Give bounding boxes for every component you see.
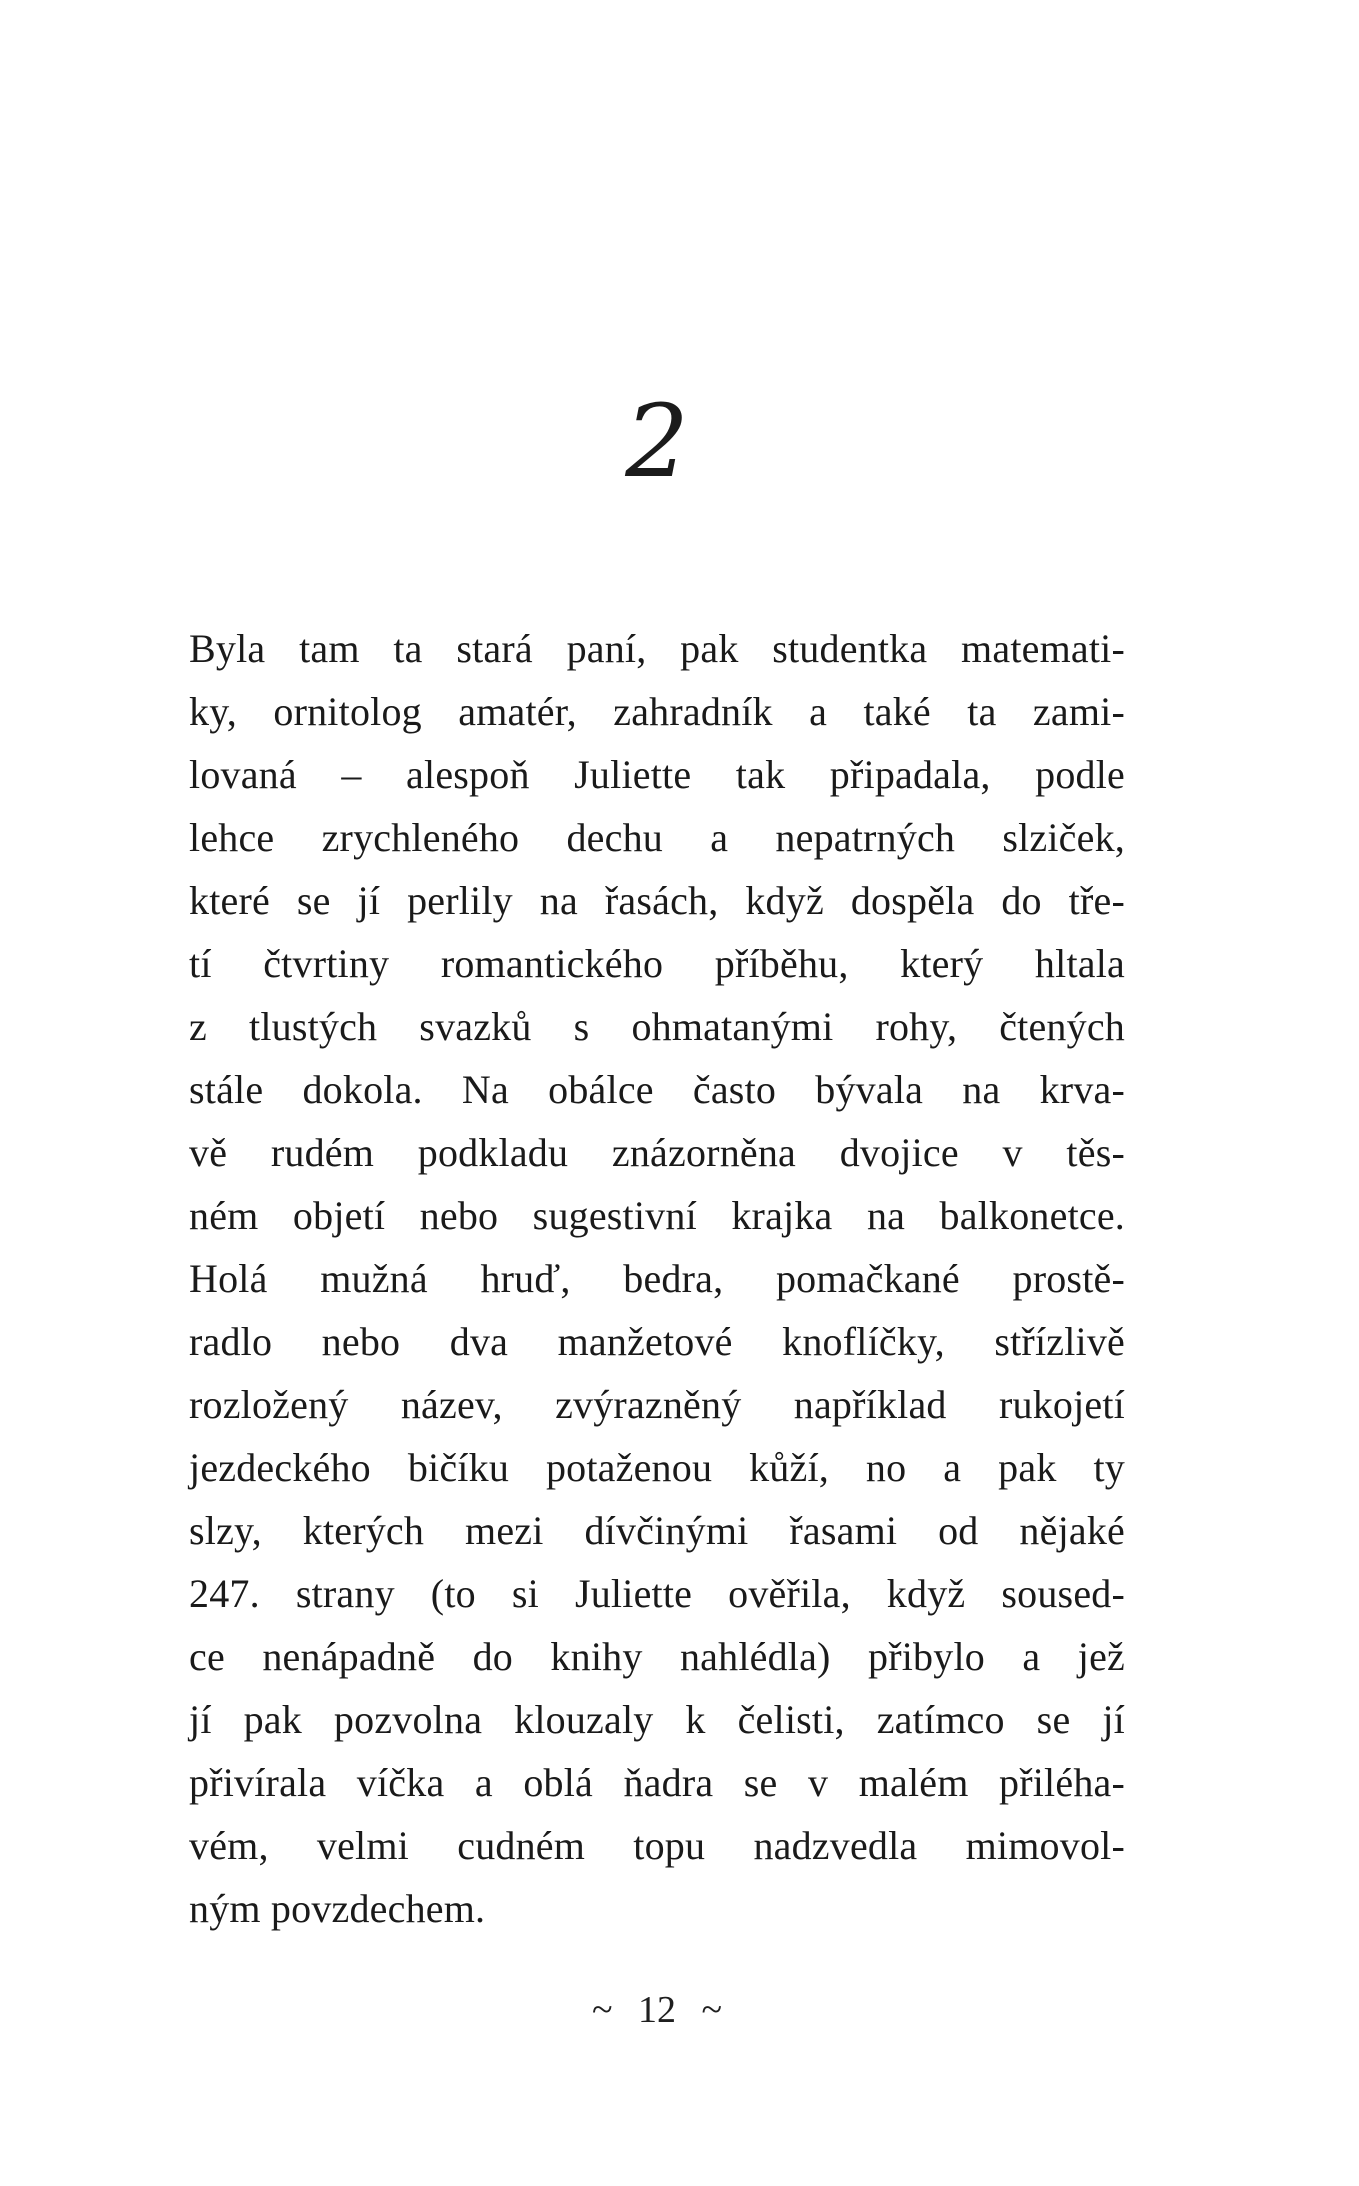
text-line: ném objetí nebo sugestivní krajka na balkonetce.: [189, 1193, 1125, 1238]
text-line: vém, velmi cudném topu nadzvedla mimovol-: [189, 1823, 1125, 1868]
text-line: Byla tam ta stará paní, pak studentka matemati-: [189, 626, 1125, 671]
text-line: 247. strany (to si Juliette ověřila, když soused-: [189, 1571, 1125, 1616]
text-line: z tlustých svazků s ohmatanými rohy, čtených: [189, 1004, 1125, 1049]
text-line: Holá mužná hruď, bedra, pomačkané prostě-: [189, 1256, 1125, 1301]
text-line: ce nenápadně do knihy nahlédla) přibylo a jež: [189, 1634, 1125, 1679]
text-line: vě rudém podkladu znázorněna dvojice v těs-: [189, 1130, 1125, 1175]
text-line: slzy, kterých mezi dívčinými řasami od nějaké: [189, 1508, 1125, 1553]
text-line: ným povzdechem.: [189, 1886, 486, 1931]
text-line: rozložený název, zvýrazněný například rukojetí: [189, 1382, 1125, 1427]
paragraph-text: [189, 617, 1125, 1940]
text-line: lovaná – alespoň Juliette tak připadala, podle: [189, 752, 1125, 797]
text-line: jí pak pozvolna klouzaly k čelisti, zatímco se jí: [189, 1697, 1125, 1742]
text-line: lehce zrychleného dechu a nepatrných slziček,: [189, 815, 1125, 860]
text-line: jezdeckého bičíku potaženou kůží, no a pak ty: [189, 1445, 1125, 1490]
text-line: stále dokola. Na obálce často bývala na krva-: [189, 1067, 1125, 1112]
chapter-number: 2: [625, 383, 689, 500]
text-line: tí čtvrtiny romantického příběhu, který hltala: [189, 941, 1125, 986]
text-line: radlo nebo dva manžetové knoflíčky, střízlivě: [189, 1319, 1125, 1364]
text-line: ky, ornitolog amatér, zahradník a také ta zami-: [189, 689, 1125, 734]
text-line: přivírala víčka a oblá ňadra se v malém přiléha-: [189, 1760, 1125, 1805]
page-number: ~ 12 ~: [591, 1989, 723, 2031]
text-line: které se jí perlily na řasách, když dospěla do tře-: [189, 878, 1125, 923]
